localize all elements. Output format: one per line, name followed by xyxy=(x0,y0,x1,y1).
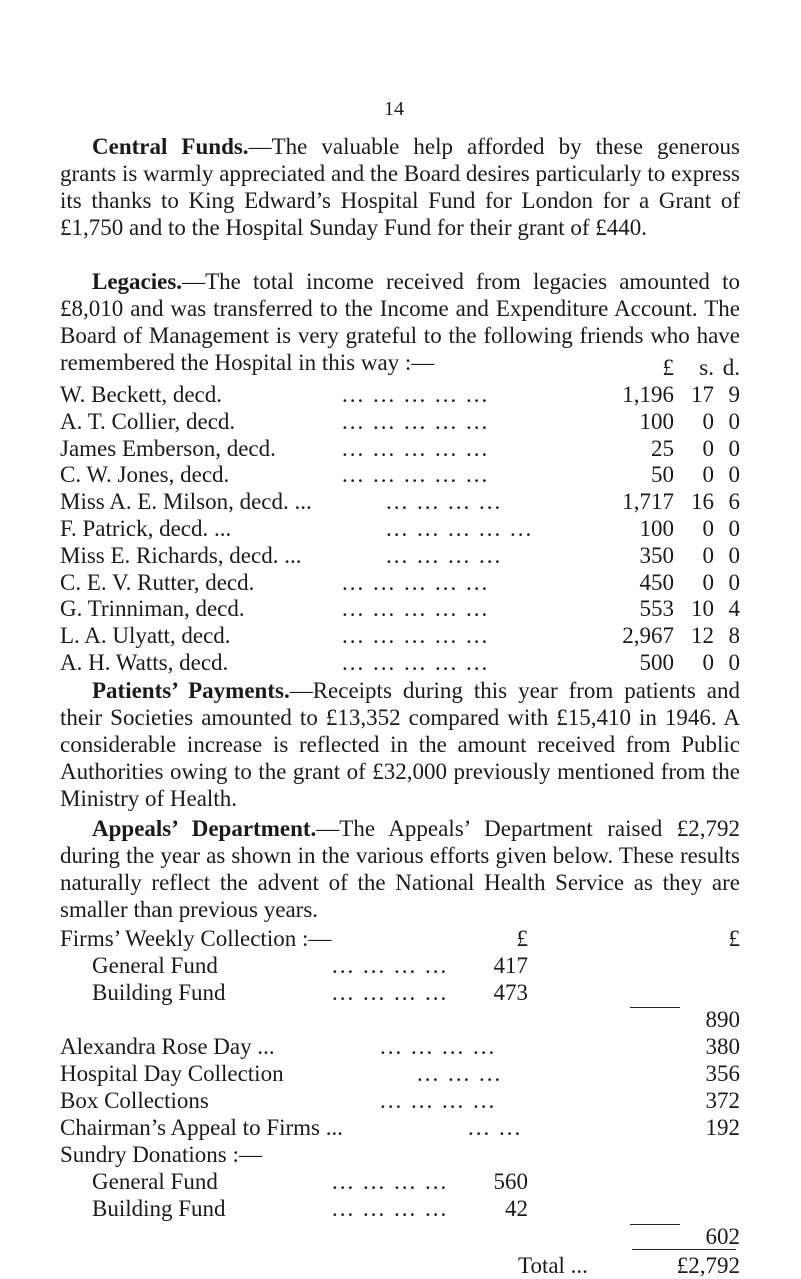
appeals-row-sundry-building xyxy=(60,1195,740,1222)
legacy-name: C. E. V. Rutter, decd. xyxy=(60,569,255,595)
legacy-shillings: 0 xyxy=(702,650,714,675)
legacy-dots: ... ... ... ... ... xyxy=(342,462,490,488)
legacy-shillings: 12 xyxy=(691,623,714,649)
central-funds-heading: Central Funds. xyxy=(92,134,249,159)
legacy-pounds: 500 xyxy=(639,650,674,675)
legacy-name: Miss A. E. Milson, decd. ... xyxy=(60,489,312,515)
legacy-pence: 0 xyxy=(728,516,740,541)
appeals-row-firms xyxy=(60,925,740,952)
appeals-row-box xyxy=(60,1087,740,1114)
legacy-shillings: 0 xyxy=(702,462,714,488)
patients-payments-heading: Patients’ Payments. xyxy=(92,678,290,703)
legacy-row xyxy=(60,515,740,542)
firms-label: Firms’ Weekly Collection :— xyxy=(60,926,332,951)
appeals-paragraph xyxy=(60,815,740,923)
hospital-day-dots: ... ... ... xyxy=(417,1061,503,1086)
sundry-building-label: Building Fund xyxy=(92,1196,226,1221)
legacies-text: —The total income received from legacies amounted to £8,010 and was transferred to the Income and Expenditure Account. The Board of Management is very grateful to the following friends who have remembered the Hospital in this way :— xyxy=(60,269,740,375)
legacy-pence: 0 xyxy=(728,408,740,434)
legacy-shillings: 0 xyxy=(702,542,714,568)
legacy-pence: 0 xyxy=(728,650,740,675)
legacies-column-headers xyxy=(60,354,740,381)
chairman-dots: ... ... xyxy=(468,1115,523,1140)
firms-general-value: 417 xyxy=(493,953,528,978)
firms-building-dots: ... ... ... ... xyxy=(332,980,449,1005)
legacy-shillings: 17 xyxy=(691,382,714,407)
central-funds-text: —The valuable help afforded by these generous grants is warmly appreciated and the Board desires particularly to express its thanks to King Edward’s Hospital Fund for London for a Grant of £1,750 and to the Hospital Sunday Fund for their grant of £440. xyxy=(60,134,740,240)
appeals-row-sundry xyxy=(60,1141,740,1168)
legacy-pounds: 100 xyxy=(639,408,674,434)
legacy-name: W. Beckett, decd. xyxy=(60,382,223,407)
appeals-text: —The Appeals’ Department raised £2,792 during the year as shown in the various efforts given below. These results naturally reflect the advent of the National Health Service as they are smaller than previous years. xyxy=(60,816,740,922)
sundry-building-value: 42 xyxy=(505,1196,528,1221)
legacy-dots: ... ... ... ... ... xyxy=(342,569,490,595)
legacy-shillings: 0 xyxy=(702,408,714,434)
legacy-pounds: 50 xyxy=(651,462,674,488)
total-top-rule xyxy=(632,1249,736,1250)
legacy-pounds: 1,717 xyxy=(622,489,674,515)
legacy-row xyxy=(60,488,740,515)
page-number: 14 xyxy=(384,98,404,120)
legacy-pounds: 553 xyxy=(639,596,674,622)
appeals-row-sundry-general xyxy=(60,1168,740,1195)
appeals-row-firms-total xyxy=(60,1006,740,1033)
chairman-label: Chairman’s Appeal to Firms ... xyxy=(60,1115,344,1140)
legacy-shillings: 10 xyxy=(691,596,714,622)
legacy-pounds: 100 xyxy=(639,516,674,541)
alexandra-value: 380 xyxy=(705,1034,740,1059)
legacy-row xyxy=(60,542,740,569)
legacy-dots: ... ... ... ... ... xyxy=(342,435,490,461)
legacy-row xyxy=(60,649,740,676)
central-funds-paragraph xyxy=(60,133,740,241)
legacy-name: L. A. Ulyatt, decd. xyxy=(60,623,231,649)
hospital-day-label: Hospital Day Collection xyxy=(60,1061,284,1086)
box-value: 372 xyxy=(705,1088,740,1113)
legacy-row xyxy=(60,435,740,462)
alexandra-label: Alexandra Rose Day ... xyxy=(60,1034,275,1059)
legacy-pence: 9 xyxy=(728,382,740,407)
alexandra-dots: ... ... ... ... xyxy=(380,1034,497,1059)
legacy-dots: ... ... ... ... ... xyxy=(386,516,534,541)
sundry-label: Sundry Donations :— xyxy=(60,1142,262,1167)
legacy-shillings: 0 xyxy=(702,569,714,595)
appeals-row-firms-general xyxy=(60,952,740,979)
appeals-row-chairman xyxy=(60,1114,740,1141)
header-col-a: £ xyxy=(516,926,528,951)
legacy-name: F. Patrick, decd. ... xyxy=(60,516,232,541)
legacy-shillings: 0 xyxy=(702,516,714,541)
legacy-pounds: 2,967 xyxy=(622,623,674,649)
legacy-name: A. T. Collier, decd. xyxy=(60,408,236,434)
sundry-general-value: 560 xyxy=(493,1169,528,1194)
legacy-row xyxy=(60,595,740,622)
box-dots: ... ... ... ... xyxy=(380,1088,497,1113)
legacy-pounds: 25 xyxy=(651,435,674,461)
sundry-total-value: 602 xyxy=(705,1224,740,1249)
firms-general-dots: ... ... ... ... xyxy=(332,953,449,978)
legacy-name: Miss E. Richards, decd. ... xyxy=(60,542,302,568)
legacy-pence: 6 xyxy=(728,489,740,515)
legacy-pence: 0 xyxy=(728,435,740,461)
legacy-dots: ... ... ... ... ... xyxy=(342,623,490,649)
legacy-name: C. W. Jones, decd. xyxy=(60,462,230,488)
chairman-value: 192 xyxy=(705,1115,740,1140)
patients-payments-text: —Receipts during this year from patients and their Societies amounted to £13,352 compared with £15,410 in 1946. A considerable increase is reflected in the amount received from Public Authorities owing to the grant of £32,000 previously mentioned from the Ministry of Health. xyxy=(60,678,740,811)
header-col-b: £ xyxy=(728,926,740,951)
legacy-row xyxy=(60,408,740,435)
legacy-row xyxy=(60,569,740,596)
legacy-row xyxy=(60,381,740,408)
total-value: £2,792 xyxy=(676,1253,740,1278)
total-label: Total ... xyxy=(518,1253,588,1278)
legacy-dots: ... ... ... ... ... xyxy=(342,650,490,675)
header-shillings: s. xyxy=(699,355,714,380)
appeals-row-total xyxy=(60,1252,740,1279)
firms-general-label: General Fund xyxy=(92,953,218,978)
header-pence: d. xyxy=(722,355,740,380)
legacy-dots: ... ... ... ... xyxy=(386,489,503,515)
legacy-row xyxy=(60,461,740,488)
legacy-pounds: 1,196 xyxy=(622,382,674,407)
firms-total-value: 890 xyxy=(705,1007,740,1032)
legacy-pence: 8 xyxy=(728,623,740,649)
legacy-dots: ... ... ... ... ... xyxy=(342,408,490,434)
hospital-day-value: 356 xyxy=(705,1061,740,1086)
legacy-pence: 0 xyxy=(728,462,740,488)
appeals-row-alexandra xyxy=(60,1033,740,1060)
legacy-pounds: 450 xyxy=(639,569,674,595)
legacy-dots: ... ... ... ... xyxy=(386,542,503,568)
legacy-name: A. H. Watts, decd. xyxy=(60,650,229,675)
legacy-row xyxy=(60,622,740,649)
legacy-name: G. Trinniman, decd. xyxy=(60,596,245,622)
legacy-name: James Emberson, decd. xyxy=(60,435,276,461)
header-pounds: £ xyxy=(662,355,674,380)
legacy-dots: ... ... ... ... ... xyxy=(342,382,490,407)
patients-payments-paragraph xyxy=(60,677,740,812)
appeals-heading: Appeals’ Department. xyxy=(92,816,317,841)
legacy-pence: 0 xyxy=(728,569,740,595)
sundry-building-dots: ... ... ... ... xyxy=(332,1196,449,1221)
appeals-row-sundry-total xyxy=(60,1223,740,1250)
firms-building-label: Building Fund xyxy=(92,980,226,1005)
box-label: Box Collections xyxy=(60,1088,209,1113)
legacy-pounds: 350 xyxy=(639,542,674,568)
legacies-heading: Legacies. xyxy=(92,269,183,294)
legacy-pence: 4 xyxy=(728,596,740,622)
appeals-row-firms-building xyxy=(60,979,740,1006)
legacy-shillings: 16 xyxy=(691,489,714,515)
sundry-general-dots: ... ... ... ... xyxy=(332,1169,449,1194)
legacy-dots: ... ... ... ... ... xyxy=(342,596,490,622)
legacy-pence: 0 xyxy=(728,542,740,568)
legacy-shillings: 0 xyxy=(702,435,714,461)
firms-building-value: 473 xyxy=(493,980,528,1005)
sundry-general-label: General Fund xyxy=(92,1169,218,1194)
appeals-row-hospital-day xyxy=(60,1060,740,1087)
